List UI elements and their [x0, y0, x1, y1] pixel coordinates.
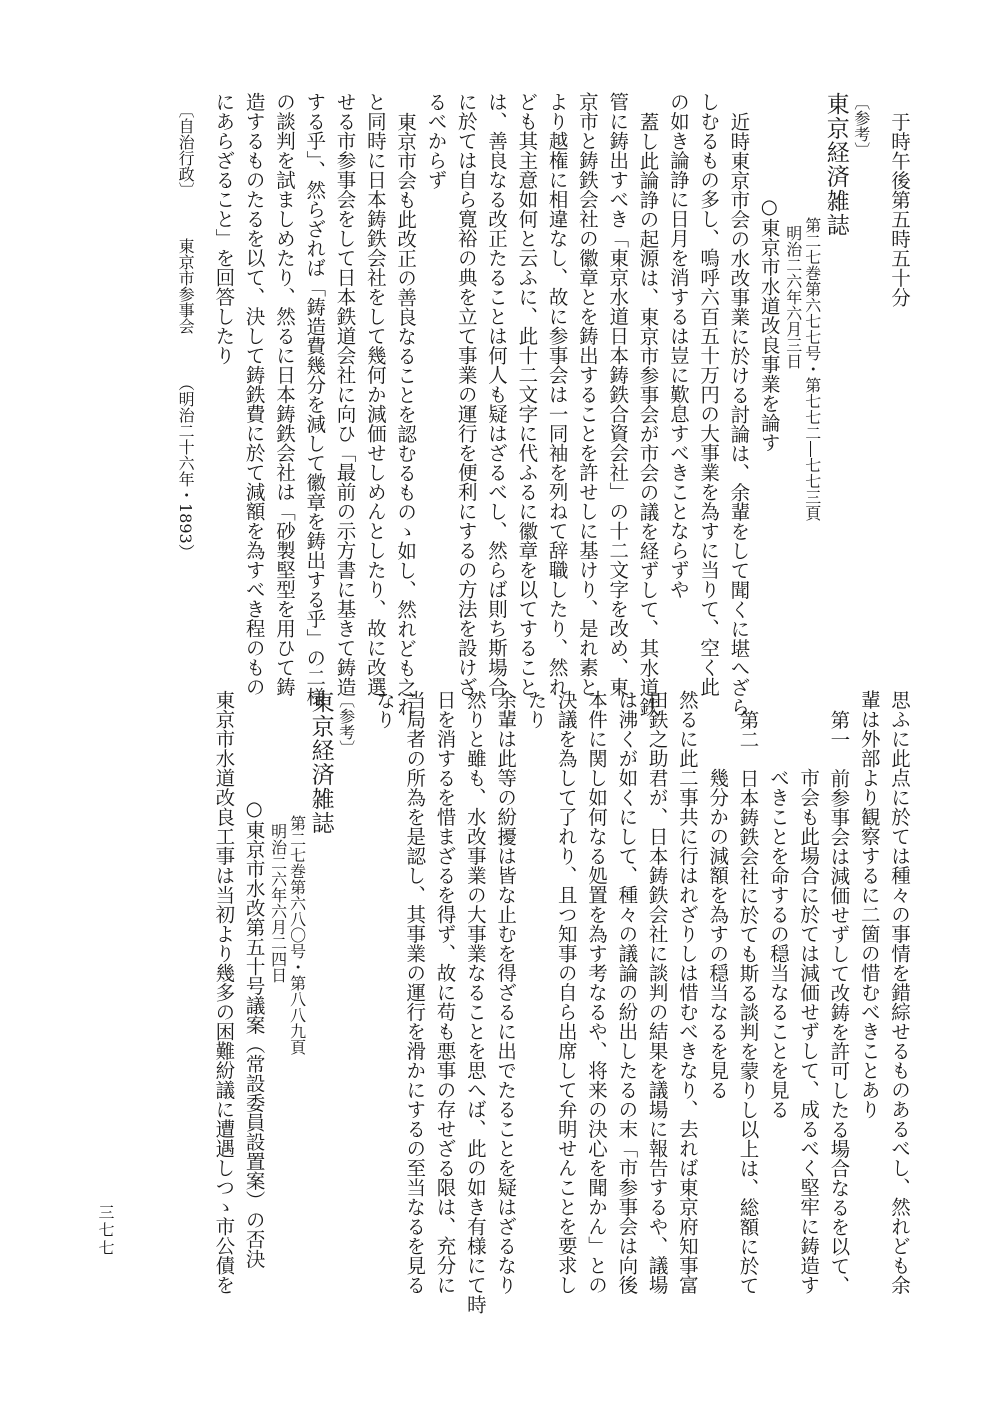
paragraph-line: の談判を試ましめたり、然るに日本鋳鉄会社は「砂製堅型を用ひて鋳: [272, 92, 296, 697]
paragraph-line: 東京市会も此改正の善良なることを認むるものゝ如し、然れども之れ: [394, 111, 418, 716]
paragraph-line: より越権に相違なし、故に参事会は一同袖を列ねて辞職したり、然れ: [545, 92, 569, 697]
paragraph-line: べきことを命するの穏当なることを見る: [766, 768, 790, 1119]
paragraph-line: 然るに此二事共に行はれざりしは惜むべきなり、去れば東京府知事富: [675, 690, 699, 1295]
journal-name: 東京経済雑誌: [307, 690, 334, 835]
paragraph-line: 蓋し此論諍の起源は、東京市参事会が市会の議を経ずして、其水道鉄: [636, 111, 660, 716]
paragraph-line: 造するものたるを以て、決して鋳鉄費に於て減額を為すべき程のもの: [242, 92, 266, 697]
paragraph-line: は、善良なる改正たることは何人も疑はざるべし、然らば則ち斯場合: [485, 92, 509, 697]
citation-volume: 第二七巻第六七七号・第七七二―七七三頁: [802, 216, 822, 521]
source-body: 東京市参事会: [176, 238, 196, 335]
paragraph-line: 日を消するを惜まざるを得ず、故に苟も悪事の存せざる限は、充分に: [433, 690, 457, 1295]
paragraph-line: 本件に関し如何なる処置を為す考なるや、将来の決心を聞かん」との: [585, 690, 609, 1295]
paragraph-line: にあらざること」を回答したり: [212, 92, 236, 365]
reference-heading: [822, 92, 872, 647]
bottom-section: [84, 690, 914, 1314]
article-title: ○東京市水改第五十号議案（常設委員設置案）の否決: [242, 797, 266, 1269]
source-label: 〔自治行政〕: [176, 102, 196, 198]
citation-date: 明治二六年六月二四日: [268, 822, 288, 983]
paragraph-line: に於ては自ら寛裕の典を立て事業の運行を便利にするの方法を設けざ: [454, 92, 478, 697]
paragraph-line: 第一 前参事会は減価せずして改鋳を許可したる場合なるを以て、: [827, 709, 851, 1295]
paragraph-line: 思ふに此点に於ては種々の事情を錯綜せるものあるべし、然れども余: [888, 690, 911, 1295]
article-title: ○東京市水道改良事業を論す: [757, 195, 781, 453]
citation-date: 明治二六年六月三日: [783, 224, 803, 369]
paragraph-line: るべからず: [424, 92, 448, 190]
paragraph-line: たり: [524, 690, 548, 729]
paragraph-line: 然りと雖も、水改事業の大事業なることを思へば、此の如き有様にて時: [463, 690, 487, 1314]
paragraph-line: 幾分かの減額を為すの穏当なるを見る: [706, 768, 730, 1100]
paragraph-line: せる市参事会をして日本鉄道会社に向ひ「最前の示方書に基きて鋳造: [333, 92, 357, 697]
journal-name: 東京経済雑誌: [822, 92, 849, 237]
paragraph-line: は沸くが如くにして、種々の議論の紛出したるの末「市参事会は向後: [615, 690, 639, 1295]
paragraph-line: しむるもの多し、嗚呼六百五十万円の大事業を為すに当りて、空く此: [697, 92, 721, 697]
paragraph-line: する乎」、然らざれば「鋳造費幾分を減して徽章を鋳出する乎」の二様: [303, 92, 327, 707]
paragraph-line: 輩は外部より観察するに二箇の惜むべきことあり: [857, 690, 881, 1119]
paragraph-line: 近時東京市会の水改事業に於ける討論は、余輩をして聞くに堪へざら: [727, 111, 751, 716]
reference-label: 〔参考〕: [336, 691, 356, 756]
paragraph-line: ども其主意如何と云ふに、此十二文字に代ふるに徽章を以てすること: [515, 92, 539, 697]
paragraph-line: 当局者の所為を是認し、其事業の運行を滑かにするの至当なるを見る: [403, 690, 427, 1295]
paragraph-line: と同時に日本鋳鉄会社をして幾何か減価せしめんとしたり、故に改選: [363, 92, 387, 697]
reference-label: 〔参考〕: [851, 93, 871, 158]
source-date: （明治二十六年・1893）: [176, 374, 196, 560]
paragraph-line: 京市と鋳鉄会社の徽章とを鋳出することを許せしに基けり、是れ素と: [575, 92, 599, 697]
paragraph-line: 第二 日本鋳鉄会社に於ても斯る談判を蒙りし以上は、総額に於て: [736, 709, 760, 1295]
paragraph-line: 市会も此場合に於ては減価せずして、成るべく堅牢に鋳造す: [797, 768, 821, 1295]
paragraph-line: なり: [372, 690, 396, 729]
time-line: 于時午後第五時五十分: [888, 111, 911, 307]
source-citation: [174, 92, 196, 647]
page-number: 三七七: [96, 1204, 115, 1257]
paragraph-line: の如き論諍に日月を消するは豈に歎息すべきことならずや: [666, 92, 690, 599]
paragraph-line: 余輩は此等の紛擾は皆な止むを得ざるに出でたることを疑はざるなり: [494, 690, 518, 1295]
paragraph-line: 管に鋳出すべき「東京水道日本鋳鉄合資会社」の十二文字を改め、東: [606, 92, 630, 697]
citation-volume: 第二七巻第六八〇号・第八八九頁: [287, 814, 307, 1055]
paragraph-line: 東京市水道改良工事は当初より幾多の困難紛議に遭遇しつゝ市公債を: [212, 690, 236, 1295]
reference-heading: [307, 690, 357, 1290]
paragraph-line: 決議を為して了れり、且つ知事の自ら出席して弁明せんことを要求し: [554, 690, 578, 1295]
paragraph-line: 田鉄之助君が、日本鋳鉄会社に談判の結果を議場に報告するや、議場: [645, 690, 669, 1295]
